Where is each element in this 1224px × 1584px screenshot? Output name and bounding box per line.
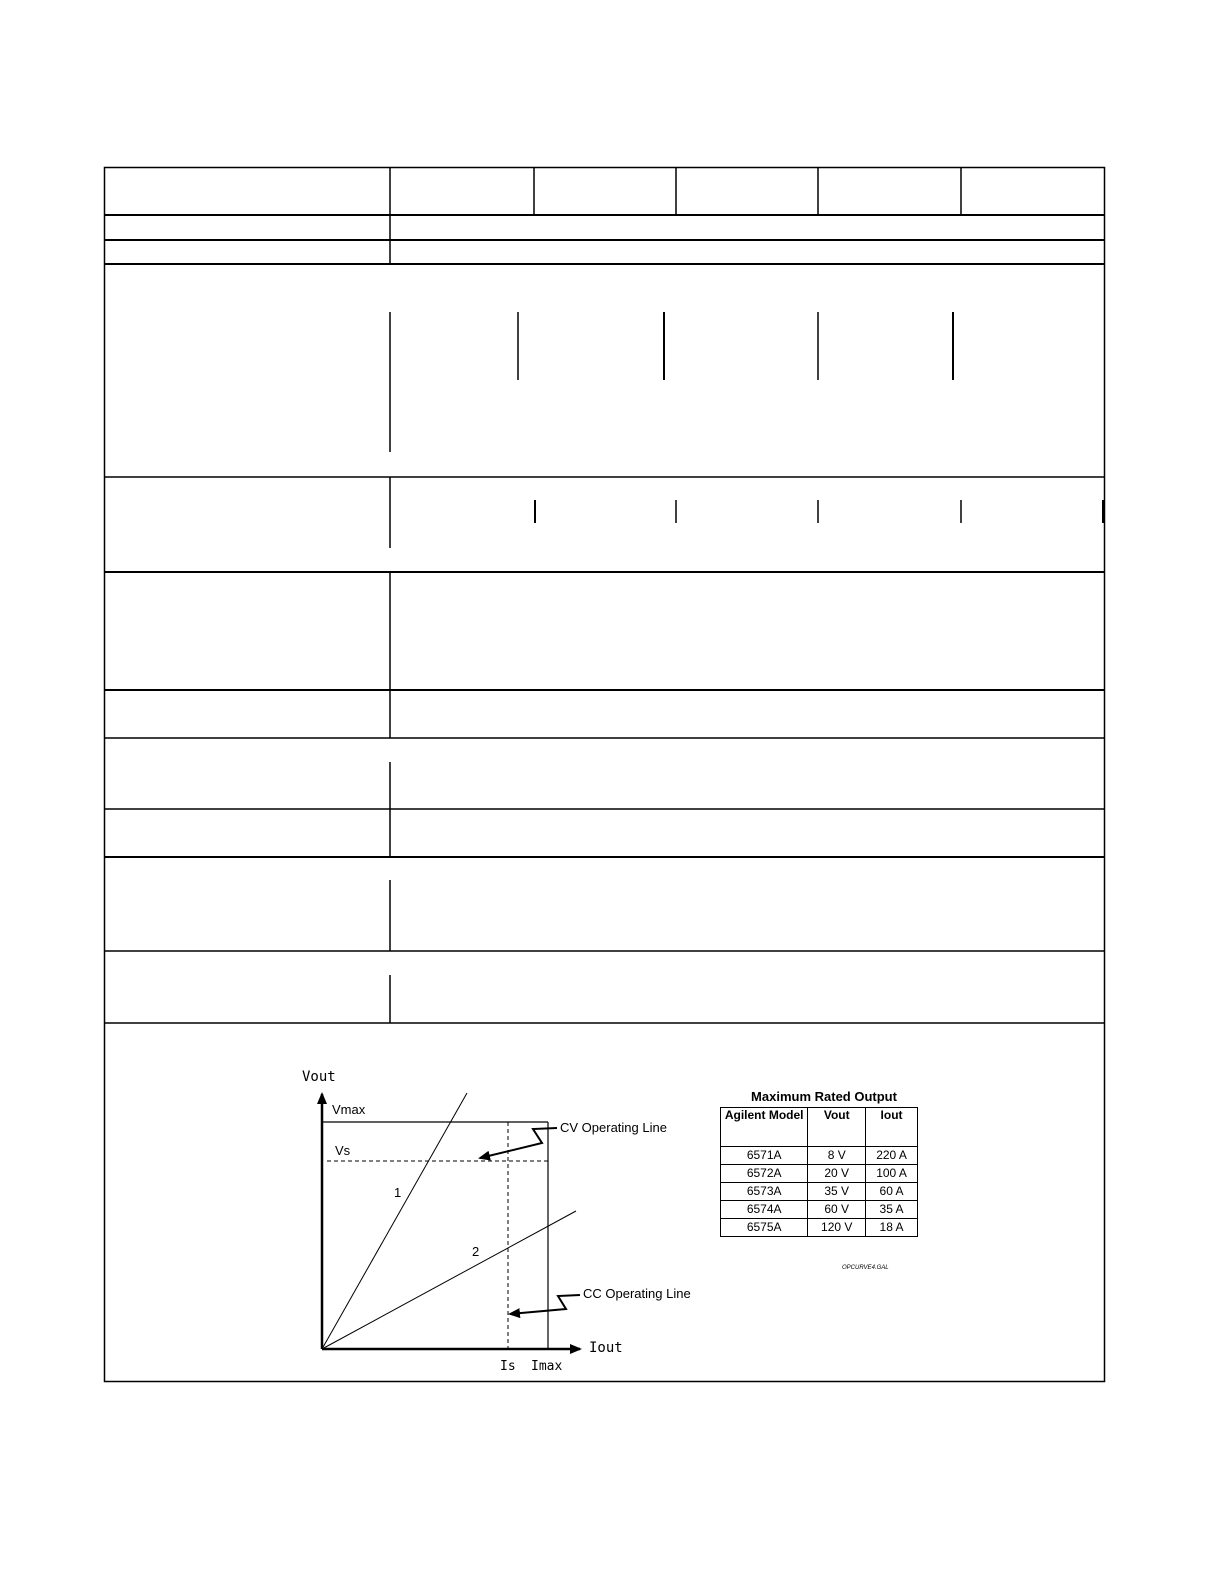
y-axis-label: Vout <box>302 1069 336 1085</box>
max-rated-output-table-container <box>720 1107 918 1247</box>
max-rated-output-table <box>720 1107 918 1237</box>
max-rated-output-title: Maximum Rated Output <box>751 1089 897 1104</box>
load-line-1 <box>322 1093 467 1349</box>
is-label: Is <box>500 1359 516 1374</box>
table-row <box>721 1201 918 1219</box>
iout-cell: 18 A <box>866 1219 918 1237</box>
model-cell: 6572A <box>721 1165 808 1183</box>
cc-callout-arrow <box>510 1295 580 1314</box>
figure-file-tag: OPCURVE4.GAL <box>842 1265 889 1271</box>
cv-operating-line-label: CV Operating Line <box>560 1120 667 1135</box>
spec-table-border <box>105 168 1105 1382</box>
load-line-1-label: 1 <box>394 1185 402 1200</box>
imax-label: Imax <box>531 1359 563 1374</box>
iout-cell: 220 A <box>866 1147 918 1165</box>
load-line-2-label: 2 <box>472 1244 480 1259</box>
cv-callout-arrow <box>480 1128 557 1158</box>
vmax-label: Vmax <box>332 1102 366 1117</box>
iout-cell: 100 A <box>866 1165 918 1183</box>
vs-label: Vs <box>335 1143 351 1158</box>
model-cell: 6571A <box>721 1147 808 1165</box>
cc-operating-line-label: CC Operating Line <box>583 1286 691 1301</box>
model-cell: 6575A <box>721 1219 808 1237</box>
vout-cell: 120 V <box>808 1219 866 1237</box>
load-line-2 <box>322 1211 576 1349</box>
table-row <box>721 1147 918 1165</box>
vout-cell: 8 V <box>808 1147 866 1165</box>
model-cell: 6574A <box>721 1201 808 1219</box>
table-row <box>721 1219 918 1237</box>
table-row <box>721 1165 918 1183</box>
vout-column-header: Vout <box>808 1108 866 1147</box>
x-axis-label: Iout <box>589 1340 623 1356</box>
vout-cell: 60 V <box>808 1201 866 1219</box>
vout-cell: 20 V <box>808 1165 866 1183</box>
table-header-row <box>721 1108 918 1147</box>
iout-cell: 60 A <box>866 1183 918 1201</box>
model-column-header: Agilent Model <box>721 1108 808 1147</box>
iout-cell: 35 A <box>866 1201 918 1219</box>
vout-cell: 35 V <box>808 1183 866 1201</box>
iout-column-header: Iout <box>866 1108 918 1147</box>
model-cell: 6573A <box>721 1183 808 1201</box>
table-row <box>721 1183 918 1201</box>
spec-table-frame <box>104 167 1105 1382</box>
